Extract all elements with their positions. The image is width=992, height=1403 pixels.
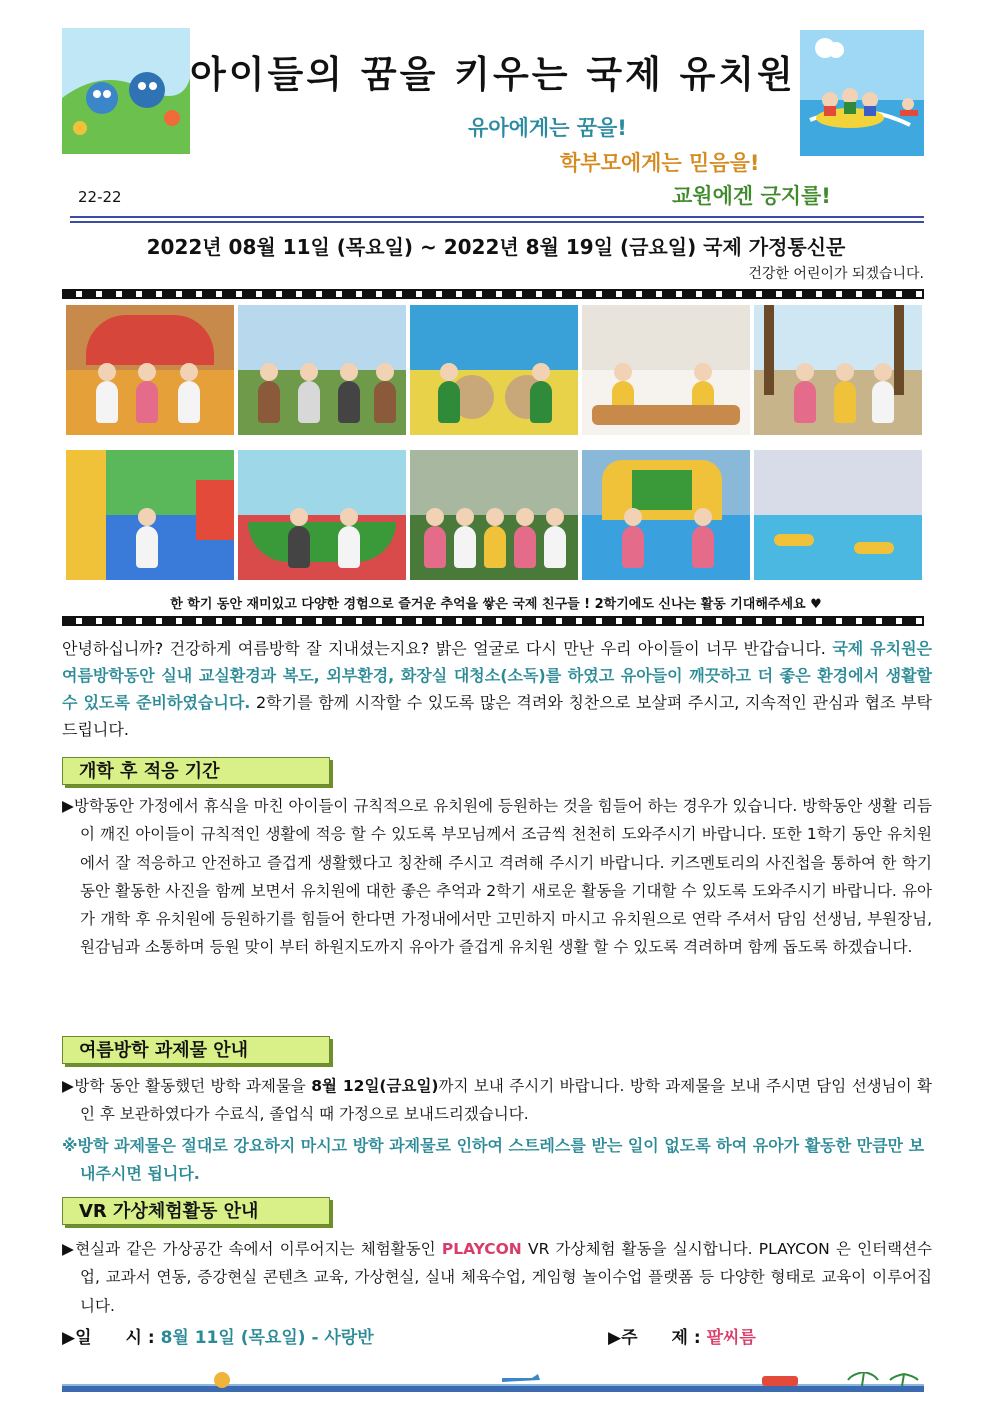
- date-value: 8월 11일 (목요일) - 사랑반: [160, 1328, 374, 1348]
- photo-swimming-pool: [754, 450, 922, 580]
- photo-caption: 한 학기 동안 재미있고 다양한 경험으로 즐거운 추억을 쌓은 국제 친구들 ! 2학기에도 신나는 활동 기대해주세요 ♥: [170, 597, 822, 612]
- photo-block-play: [66, 450, 234, 580]
- intro-highlight: 국제 유치원은 여름방학동안 실내 교실환경과 복도, 외부환경, 화장실 대청소(소독)를 하였고 유아들이 깨끗하고 더 좋은 환경에서 생활할 수 있도록 준비하였습니다.: [62, 639, 932, 712]
- summer-water-slide-illustration: [800, 30, 924, 156]
- section-body-vr: [62, 1235, 932, 1320]
- section-title-vr: VR 가상체험활동 안내: [62, 1197, 330, 1225]
- topic-label: ▶주 제 :: [608, 1328, 707, 1348]
- motto-teachers: 교원에겐 긍지를!: [672, 184, 831, 208]
- photo-watermelon-float: [238, 450, 406, 580]
- date-label: ▶일 시 :: [62, 1328, 161, 1348]
- class-greeting: 건강한 어린이가 되겠습니다.: [748, 266, 924, 282]
- motto-children: 유아에게는 꿈을!: [468, 116, 627, 140]
- date-range-heading: 2022년 08월 11일 (목요일) ~ 2022년 8월 19일 (금요일) 국제 가정통신문: [146, 235, 846, 259]
- photo-teddy-bears: [238, 305, 406, 435]
- intro-paragraph: [62, 635, 932, 743]
- vr-brand-name: PLAYCON: [441, 1240, 522, 1258]
- photo-group-outdoor: [410, 450, 578, 580]
- photo-cooking-activity: [582, 305, 750, 435]
- intro-greeting: 안녕하십니까? 건강하게 여름방학 잘 지내셨는지요? 밝은 얼굴로 다시 만난 우리 아이들이 너무 반갑습니다.: [62, 639, 826, 658]
- intro-request: 2학기를 함께 시작할 수 있도록 많은 격려와 칭찬으로 보살펴 주시고, 지속적인 관심과 협조 부탁드립니다.: [62, 693, 932, 739]
- beach-footer-illustration: [62, 1372, 924, 1392]
- vr-text-pre: ▶현실과 같은 가상공간 속에서 이루어지는 체험활동인: [62, 1240, 442, 1258]
- section-body-adaptation: ▶방학동안 가정에서 휴식을 마친 아이들이 규칙적으로 유치원에 등원하는 것을 힘들어 하는 경우가 있습니다. 방학동안 생활 리듬이 깨진 아이들이 규칙적인 생활에 적응 할 수 있도록 부모님께서 조금씩 천천히 도와주시기 바랍니다. 또한 1학기 동안 유치원에서 잘 적응하고 안전하고 즐겁게 생활했다고 칭찬해 주시고 격려해 주시기 바랍니다. 키즈멘토리의 사진첩을 통하여 한 학기 동안 활동한 사진을 함께 보면서 유치원에 대한 좋은 추억과 2학기 새로운 활동을 기대할 수 있도록 도와주시기 바랍니다. 유아가 개학 후 유치원에 등원하기를 힘들어 한다면 가정내에서만 고민하지 마시고 유치원으로 연락 주셔서 담임 선생님, 부원장님, 원감님과 소통하며 등원 맞이 부터 하원지도까지 유아가 즐겁게 유치원 생활 할 수 있도록 격려하며 함께 돕도록 하겠습니다.: [62, 797, 932, 957]
- photo-forest-play: [754, 305, 922, 435]
- vr-schedule-topic: [608, 1323, 756, 1348]
- homework-note: ※방학 과제물은 절대로 강요하지 마시고 방학 과제물로 인하여 스트레스를 받는 일이 없도록 하여 유아가 활동한 만큼만 보내주시면 됩니다.: [62, 1136, 925, 1183]
- vr-text-post: VR 가상체험 활동을 실시합니다. PLAYCON 은 인터랙션수업, 교과서 연동, 증강현실 콘텐츠 교육, 가상현실, 실내 체육수업, 게임형 놀이수업 플랫폼 등 다양한 형태로 교육이 이루어집니다.: [80, 1240, 932, 1315]
- cartoon-characters-illustration: [62, 28, 190, 154]
- section-title-adaptation: 개학 후 적응 기간: [62, 757, 330, 785]
- photo-moana-drums: [410, 305, 578, 435]
- homework-text-pre: ▶방학 동안 활동했던 방학 과제물을: [62, 1077, 312, 1095]
- photo-water-slide-pool: [582, 450, 750, 580]
- section-body-homework: [62, 1072, 932, 1129]
- film-strip-border-bottom: [62, 616, 924, 626]
- header-divider: [70, 216, 924, 223]
- section-title-homework: 여름방학 과제물 안내: [62, 1036, 330, 1064]
- vr-schedule-date: [62, 1323, 374, 1348]
- issue-number: 22-22: [78, 188, 122, 206]
- photo-bouncy-castle: [66, 305, 234, 435]
- topic-value: 팥씨름: [706, 1328, 756, 1348]
- newsletter-title: 아이들의 꿈을 키우는 국제 유치원: [190, 53, 796, 96]
- motto-parents: 학부모에게는 믿음을!: [560, 151, 760, 175]
- homework-text-post: 까지 보내 주시기 바랍니다. 방학 과제물을 보내 주시면 담임 선생님이 확인 후 보관하였다가 수료식, 졸업식 때 가정으로 보내드리겠습니다.: [80, 1077, 932, 1124]
- film-strip-border-top: [62, 289, 924, 299]
- homework-due-date: 8월 12일(금요일): [311, 1077, 439, 1095]
